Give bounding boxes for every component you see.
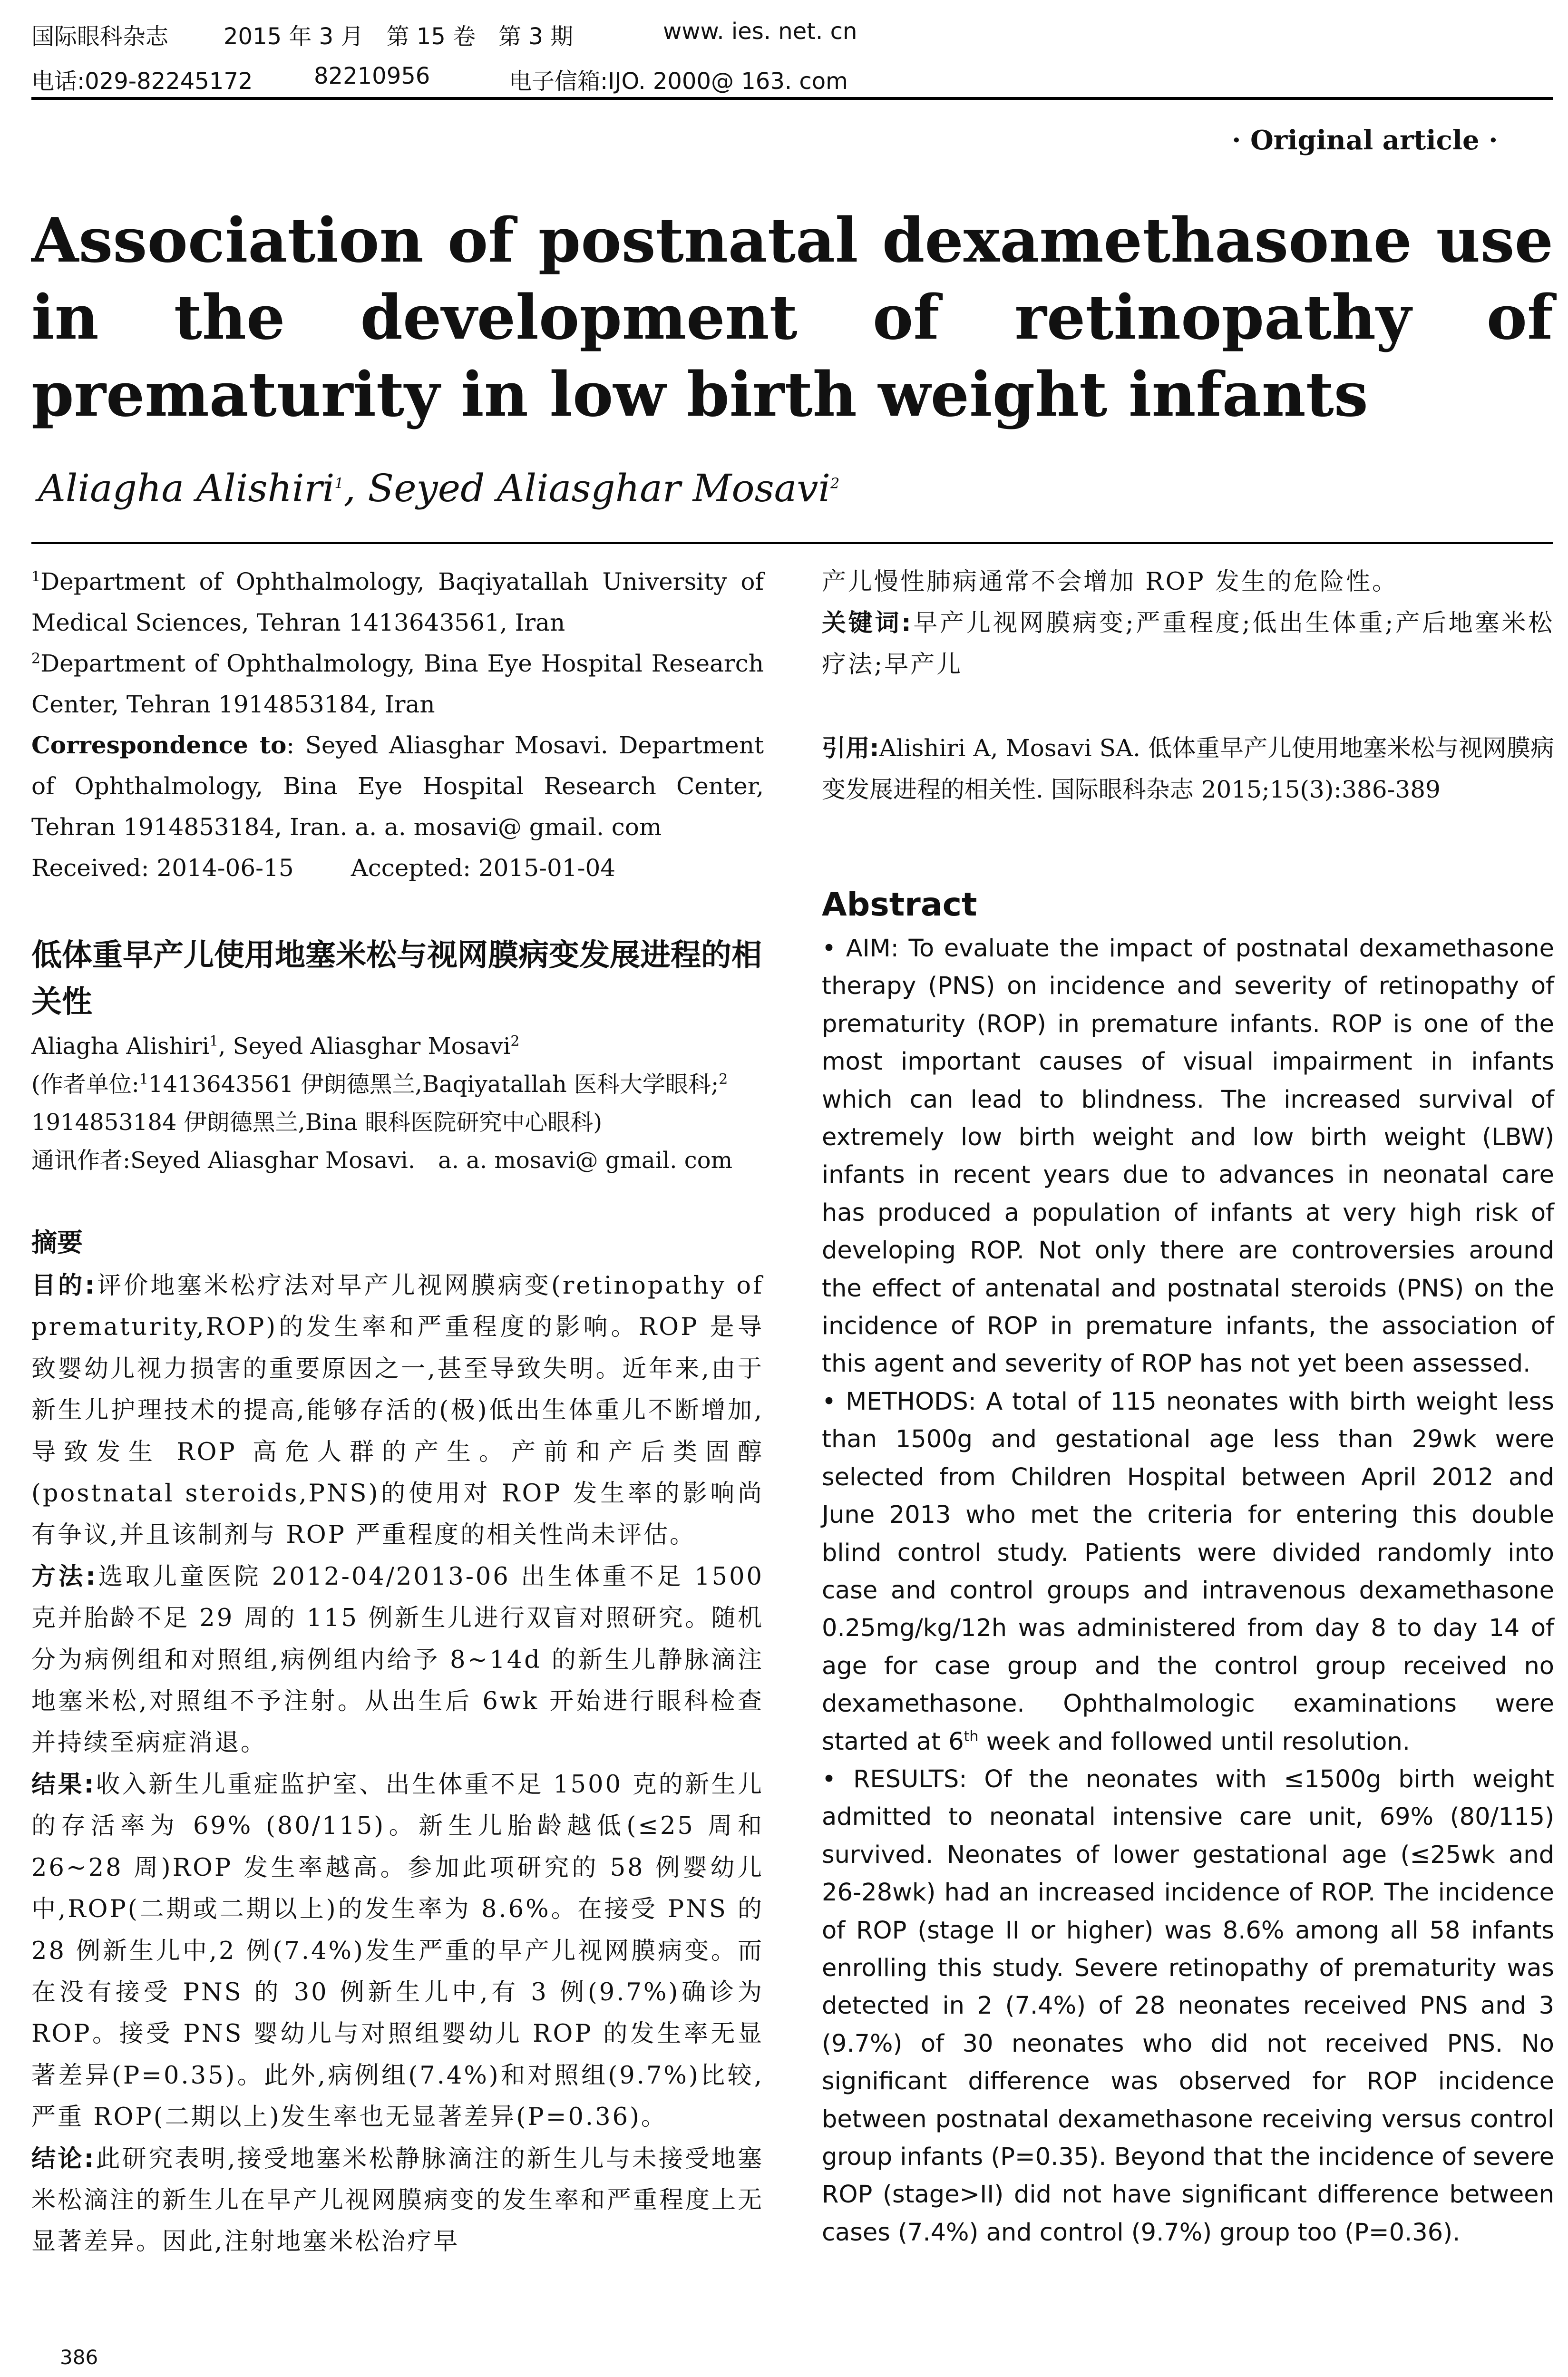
fax-info: 82210956 — [314, 63, 430, 89]
chinese-conclusion: 结论:此研究表明,接受地塞米松静脉滴注的新生儿与未接受地塞米松滴注的新生儿在早产儿视网膜病变的发生率和严重程度上无显著差异。因此,注射地塞米松治疗早 — [31, 2144, 764, 2256]
chinese-abstract-heading: 摘要 — [31, 1227, 83, 1257]
author-1-affiliation: 1 — [334, 475, 344, 492]
chinese-results: 结果:收入新生儿重症监护室、出生体重不足 1500 克的新生儿的存活率为 69% (80/115)。新生儿胎龄越低(≤25 周和 26~28 周)ROP 发生率越高。参加此项研究的 58 例婴幼儿中,ROP(二期或二期以上)的发生率为 8.6%。在接受 PNS 的 28 例新生儿中,2 例(7.4%)发生严重的早产儿视网膜病变。而在没有接受 PNS 的 30 例新生儿中,有 3 例(9.7%)确诊为 ROP。接受 PNS 婴幼儿与对照组婴幼儿 ROP 的发生率无显著差异(P=0.35)。此外,病例组(7.4%)和对照组(9.7%)比较,严重 ROP(二期以上)发生率也无显著差异(P=0.36)。 — [31, 1770, 764, 2132]
article-title: Association of postnatal dexamethasone use in the development of retinopathy of prematurity in low birth weight infants — [31, 205, 1553, 430]
author-2: Seyed Aliasghar Mosavi — [368, 466, 831, 510]
chinese-conclusion-continued: 产儿慢性肺病通常不会增加 ROP 发生的危险性。 — [822, 568, 1398, 596]
affiliation-2: $^2$Department of Ophthalmology, Bina Eye Hospital Research Center, Tehran 1914853184, Iran — [31, 650, 764, 718]
dates-line — [31, 848, 764, 888]
author-1: Aliagha Alishiri — [38, 466, 335, 510]
english-abstract — [822, 930, 1554, 2251]
chinese-units: (作者单位:$^1$1413643561 伊朗德黑兰,Baqiyatallah 医科大学眼科;$^2$ 1914853184 伊朗德黑兰,Bina 眼科医院研究中心眼科) — [31, 1071, 728, 1136]
author-2-affiliation: 2 — [830, 475, 840, 492]
abstract-heading: Abstract — [822, 886, 977, 924]
abstract-aim: • AIM: To evaluate the impact of postnatal dexamethasone therapy (PNS) on incidence and severity of retinopathy of prematurity (ROP) in premature infants. ROP is one of the most important causes of visual impairment in infants which can lead to blindness. The increased survival of extremely low birth weight and low birth weight (LBW) infants in recent years due to advances in neonatal care has produced a population of infants at very high risk of developing ROP. Not only there are controversies around the effect of antenatal and postnatal steroids (PNS) on the incidence of ROP in premature infants, the association of this agent and severity of ROP has not yet been assessed. — [822, 935, 1554, 1378]
chinese-keywords: 关键词:早产儿视网膜病变;严重程度;低出生体重;产后地塞米松疗法;早产儿 — [822, 609, 1554, 679]
correspondence: Correspondence to: Seyed Aliasghar Mosavi. Department of Ophthalmology, Bina Eye Hospital Research Center, Tehran 1914853184, Iran. a. a. mosavi@ gmail. com — [31, 731, 764, 841]
article-type: · Original article · — [1232, 125, 1498, 156]
header-rule — [31, 97, 1553, 100]
received-date: Received: 2014-06-15 — [31, 854, 294, 882]
chinese-correspondence: 通讯作者:Seyed Aliasghar Mosavi. a. a. mosavi@ gmail. com — [31, 1147, 733, 1174]
abstract-methods: • METHODS: A total of 115 neonates with birth weight less than 1500g and gestational age less than 29wk were selected from Children Hospital between April 2012 and June 2013 who met the criteria for entering this double blind control study. Patients were divided randomly into case and control groups and intravenous dexamethasone 0.25mg/kg/12h was administered from day 8 to day 14 of age for case group and the control group received no dexamethasone. Ophthalmologic examinations were started at 6th week and followed until resolution. — [822, 1387, 1554, 1756]
page-number: 386 — [60, 2346, 98, 2369]
affiliation-1: $^1$Department of Ophthalmology, Baqiyatallah University of Medical Sciences, Tehran 1413643561, Iran — [31, 568, 764, 636]
email-info: 电子信箱:IJO. 2000@ 163. com — [509, 68, 848, 95]
abstract-results: • RESULTS: Of the neonates with ≤1500g birth weight admitted to neonatal intensive care unit, 69% (80/115) survived. Neonates of lower gestational age (≤25wk and 26-28wk) had an increased incidence of ROP. The incidence of ROP (stage II or higher) was 8.6% among all 58 infants enrolling this study. Severe retinopathy of prematurity was detected in 2 (7.4%) of 28 neonates received PNS and 3 (9.7%) of 30 neonates who did not received PNS. No significant difference was observed for ROP incidence between postnatal dexamethasone receiving versus control group infants (P=0.35). Beyond that the incidence of severe ROP (stage>II) did not have significant difference between cases (7.4%) and control (9.7%) group too (P=0.36). — [822, 1765, 1554, 2247]
chinese-methods: 方法:选取儿童医院 2012-04/2013-06 出生体重不足 1500 克并胎龄不足 29 周的 115 例新生儿进行双盲对照研究。随机分为病例组和对照组,病例组内给予 8~14d 的新生儿静脉滴注地塞米松,对照组不予注射。从出生后 6wk 开始进行眼科检查并持续至病症消退。 — [31, 1562, 764, 1757]
accepted-date: Accepted: 2015-01-04 — [351, 854, 616, 882]
phone-info: 电话:029-82245172 — [31, 68, 253, 95]
chinese-info — [31, 1027, 764, 1179]
authors-rule — [31, 542, 1553, 544]
issue-info: 2015 年 3 月 第 15 卷 第 3 期 — [224, 23, 574, 50]
chinese-title: 低体重早产儿使用地塞米松与视网膜病变发展进程的相关性 — [31, 938, 762, 1020]
affiliations-block — [31, 561, 764, 888]
chinese-authors: Aliagha Alishiri$^1$, Seyed Aliasghar Mosavi$^2$ — [31, 1033, 520, 1060]
chinese-abstract — [31, 1265, 764, 2263]
journal-website: www. ies. net. cn — [663, 18, 857, 45]
author-separator: , — [343, 466, 368, 510]
chinese-continuation — [822, 561, 1554, 685]
citation: 引用:Alishiri A, Mosavi SA. 低体重早产儿使用地塞米松与视网膜病变发展进程的相关性. 国际眼科杂志 2015;15(3):386-389 — [822, 734, 1554, 803]
chinese-aim: 目的:评价地塞米松疗法对早产儿视网膜病变(retinopathy of prematurity,ROP)的发生率和严重程度的影响。ROP 是导致婴幼儿视力损害的重要原因之一,甚至导致失明。近年来,由于新生儿护理技术的提高,能够存活的(极)低出生体重儿不断增加,导致发生 ROP 高危人群的产生。产前和产后类固醇(postnatal steroids,PNS)的使用对 ROP 发生率的影响尚有争议,并且该制剂与 ROP 严重程度的相关性尚未评估。 — [31, 1272, 764, 1549]
author-line — [38, 466, 839, 510]
journal-name: 国际眼科杂志 — [31, 23, 169, 50]
